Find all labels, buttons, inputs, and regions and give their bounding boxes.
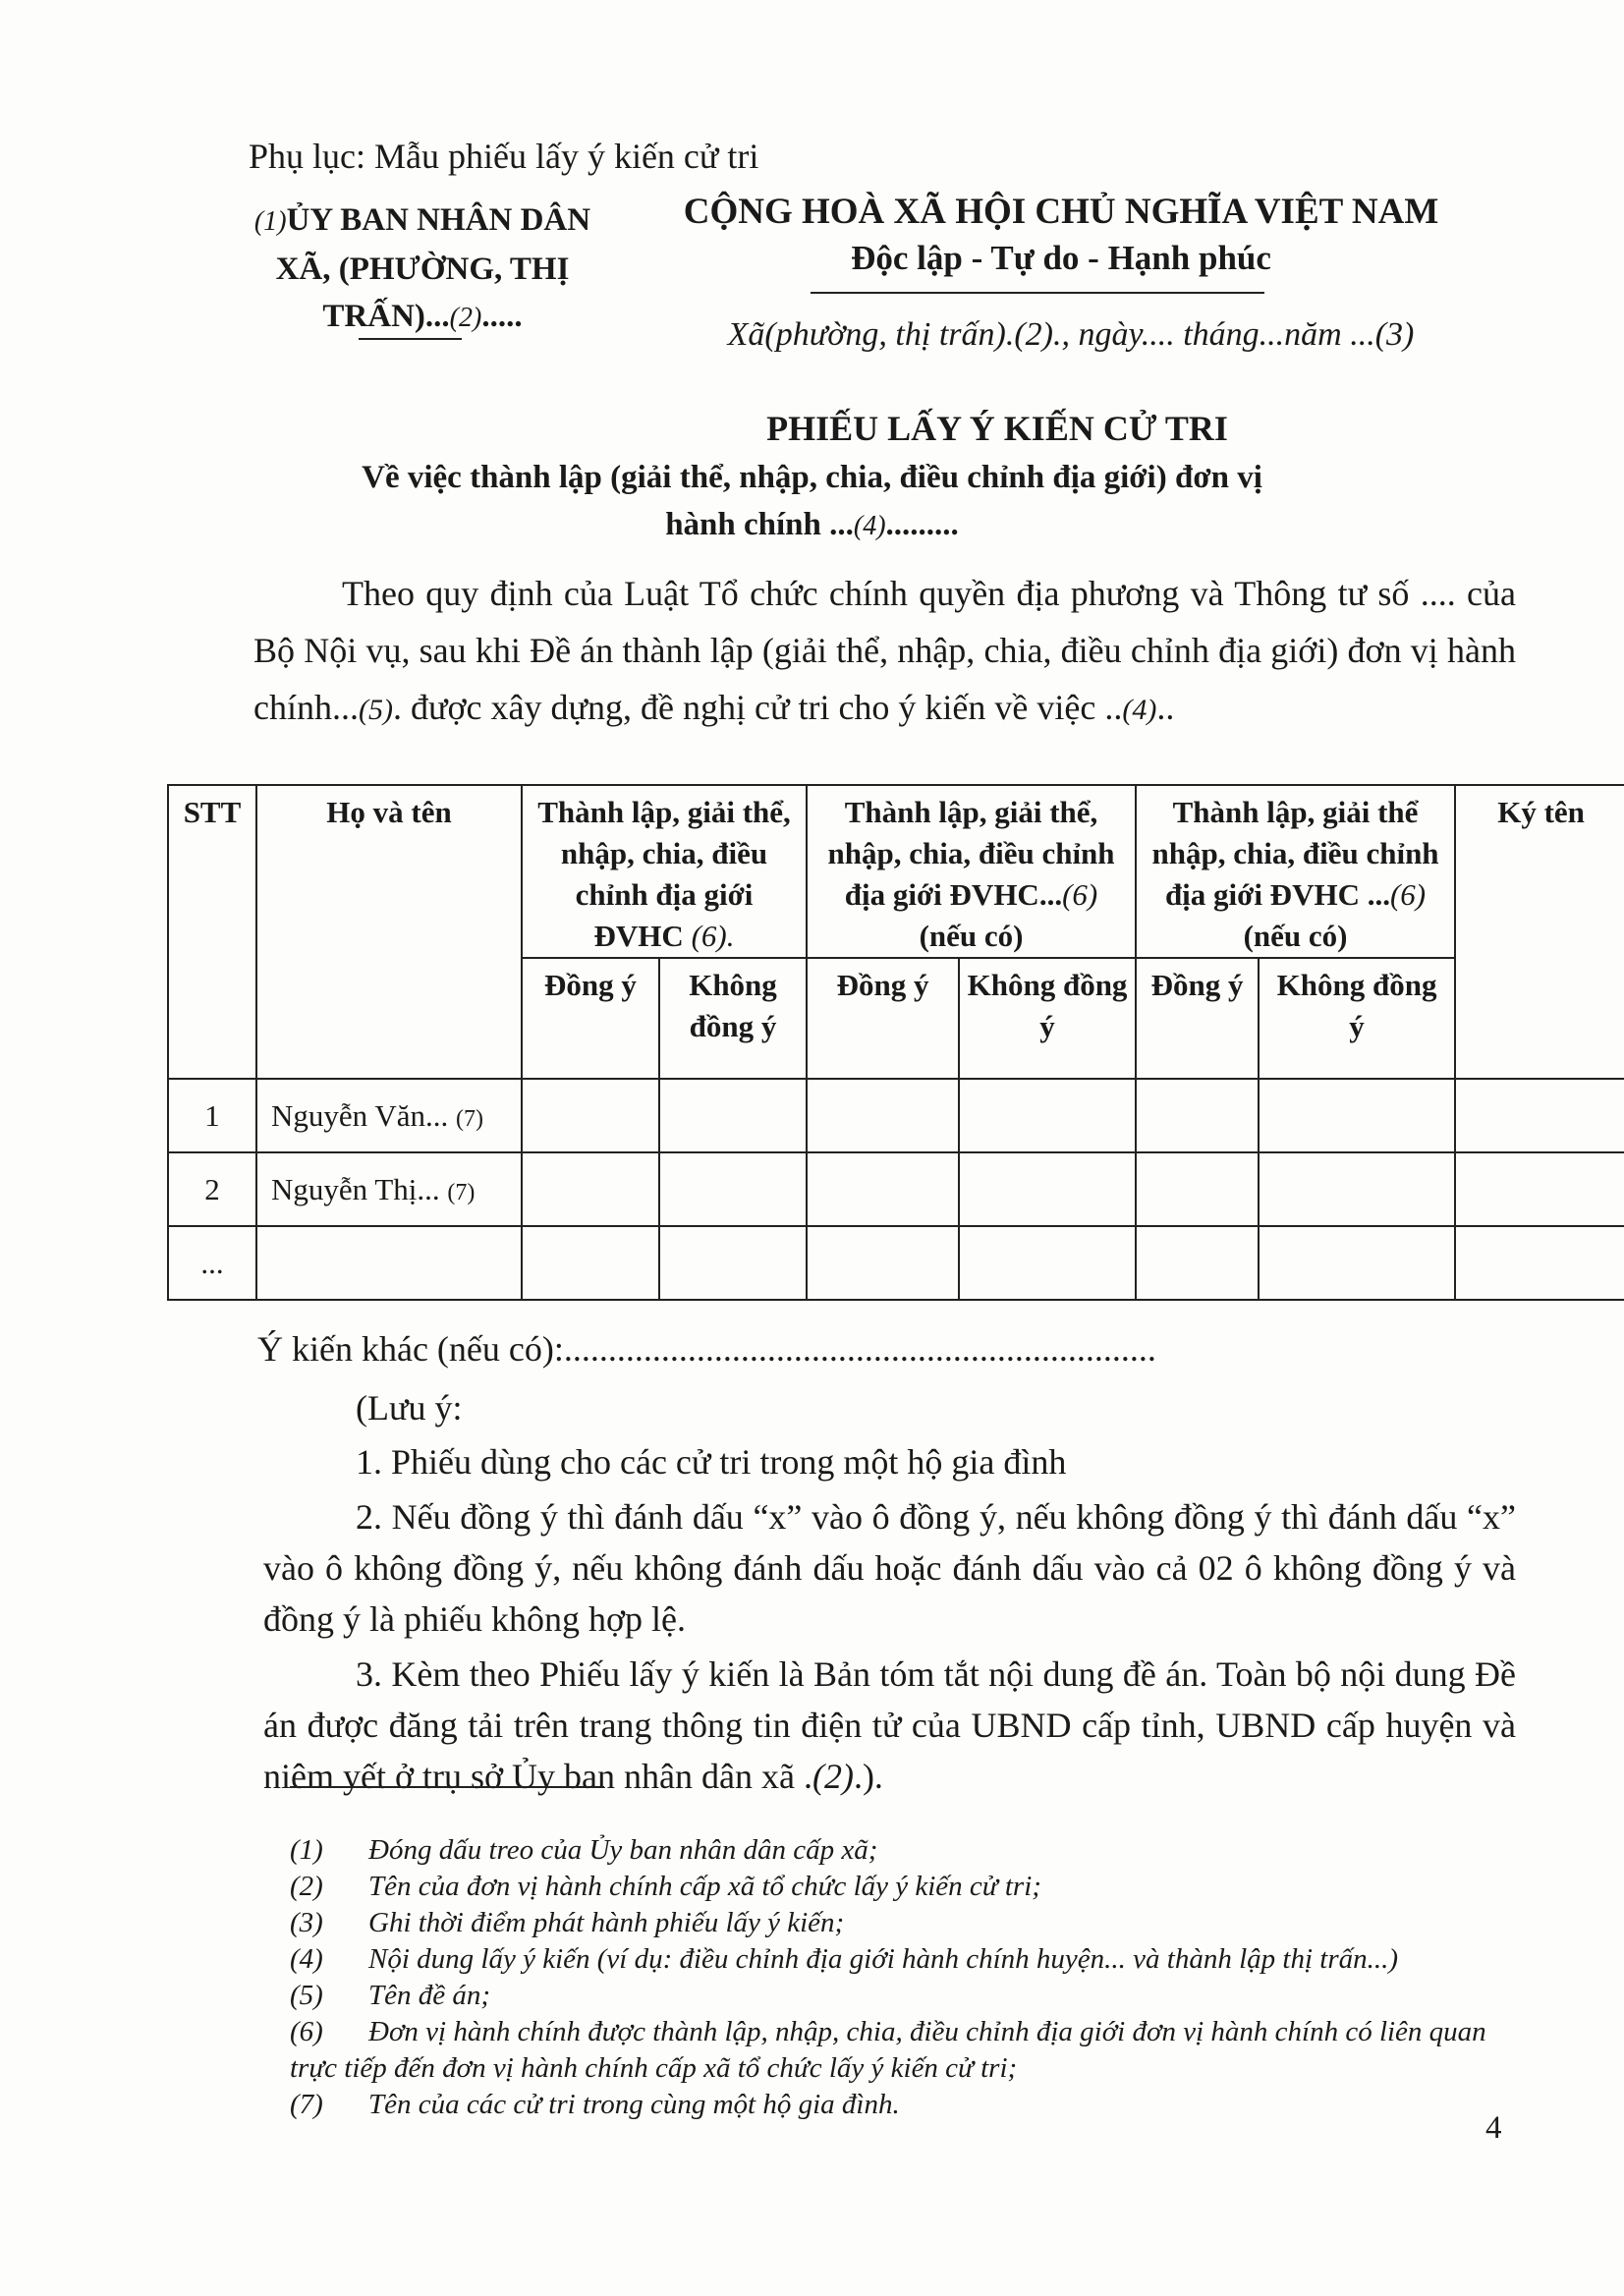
checkbox-cell[interactable] bbox=[659, 1152, 807, 1226]
checkbox-cell[interactable] bbox=[1136, 1079, 1259, 1152]
page-number: 4 bbox=[1485, 2110, 1502, 2146]
footnote-text: Đóng dấu treo của Ủy ban nhân dân cấp xã; bbox=[368, 1834, 878, 1866]
header-agree-3: Đồng ý bbox=[1136, 958, 1259, 1079]
footnote-item bbox=[290, 1905, 1528, 1941]
footnote-item bbox=[290, 2087, 1528, 2123]
footnote-text: Đơn vị hành chính được thành lập, nhập, chia, điều chỉnh địa giới đơn vị hành chính có liên quan trực tiếp đến đơn vị hành chính cấp xã tổ chức lấy ý kiến cử tri; bbox=[290, 2016, 1486, 2084]
footnote-text: Tên đề án; bbox=[368, 1980, 491, 2011]
footnote-text: Nội dung lấy ý kiến (ví dụ: điều chỉnh địa giới hành chính huyện... và thành lập thị trấn...) bbox=[368, 1943, 1399, 1975]
signature-cell[interactable] bbox=[1455, 1152, 1624, 1226]
note-3-text: 3. Kèm theo Phiếu lấy ý kiến là Bản tóm tắt nội dung đề án. Toàn bộ nội dung Đề án được đăng tải trên trang thông tin điện tử của UBND cấp tỉnh, UBND cấp huyện và niêm yết ở trụ sở Ủy ban nhân dân xã . bbox=[263, 1654, 1516, 1796]
header-group-2-text: Thành lập, giải thể, nhập, chia, điều chỉnh địa giới ĐVHC... bbox=[827, 795, 1115, 912]
checkbox-cell[interactable] bbox=[807, 1152, 959, 1226]
intro-text-a: Theo quy định của Luật Tổ chức chính quyền địa phương và Thông tư số .... của Bộ Nội vụ, sau khi Đề án thành lập (giải thể, nhập, chia, điều chỉnh địa giới) đơn vị hành chính... bbox=[253, 574, 1516, 727]
checkbox-cell[interactable] bbox=[659, 1079, 807, 1152]
header-disagree-3: Không đồng ý bbox=[1259, 958, 1455, 1079]
note-3-ref: (2) bbox=[812, 1757, 854, 1796]
note-1: 1. Phiếu dùng cho các cử tri trong một hộ gia đình bbox=[356, 1442, 1067, 1482]
checkbox-cell[interactable] bbox=[522, 1079, 659, 1152]
header-group-1-ref: (6). bbox=[691, 919, 735, 953]
row-name bbox=[256, 1152, 522, 1226]
form-subtitle-line-2: hành chính ... bbox=[665, 507, 854, 542]
motto-divider bbox=[811, 292, 1264, 294]
row-name bbox=[256, 1079, 522, 1152]
header-group-1 bbox=[522, 785, 807, 958]
header-group-3-optional: (nếu có) bbox=[1243, 919, 1348, 953]
footnote-item bbox=[290, 1941, 1528, 1978]
footnote-number: (2) bbox=[290, 1871, 323, 1902]
checkbox-cell[interactable] bbox=[959, 1226, 1136, 1300]
form-subtitle-end: ......... bbox=[885, 507, 959, 542]
national-motto: Độc lập - Tự do - Hạnh phúc bbox=[851, 239, 1271, 277]
other-opinion-line[interactable]: Ý kiến khác (nếu có):................................................................... bbox=[257, 1329, 1156, 1369]
footnote-number: (6) bbox=[290, 2016, 323, 2047]
footnote-number: (5) bbox=[290, 1980, 323, 2011]
appendix-title: Phụ lục: Mẫu phiếu lấy ý kiến cử tri bbox=[249, 137, 759, 176]
header-agree-1: Đồng ý bbox=[522, 958, 659, 1079]
header-signature: Ký tên bbox=[1455, 785, 1624, 1079]
footnote-item bbox=[290, 1978, 1528, 2014]
row-name-ref: (7) bbox=[447, 1179, 476, 1205]
footnote-number: (1) bbox=[290, 1834, 323, 1866]
signature-cell[interactable] bbox=[1455, 1079, 1624, 1152]
note-2: 2. Nếu đồng ý thì đánh dấu “x” vào ô đồng ý, nếu không đồng ý thì đánh dấu “x” vào ô không đồng ý, nếu không đánh dấu hoặc đánh dấu vào cả 02 ô không đồng ý và đồng ý là phiếu không hợp lệ. bbox=[263, 1497, 1516, 1639]
checkbox-cell[interactable] bbox=[522, 1226, 659, 1300]
footnote-text: Tên của các cử tri trong cùng một hộ gia đình. bbox=[368, 2089, 900, 2120]
row-stt: ... bbox=[168, 1226, 256, 1300]
footnote-text: Ghi thời điểm phát hành phiếu lấy ý kiến; bbox=[368, 1907, 845, 1938]
header-group-2 bbox=[807, 785, 1136, 958]
header-agree-2: Đồng ý bbox=[807, 958, 959, 1079]
footnote-number: (7) bbox=[290, 2089, 323, 2120]
issuing-organization bbox=[226, 196, 619, 342]
footnote-item bbox=[290, 1832, 1528, 1869]
checkbox-cell[interactable] bbox=[807, 1226, 959, 1300]
notes-heading: (Lưu ý: bbox=[356, 1388, 463, 1428]
header-group-3-ref: (6) bbox=[1389, 877, 1427, 912]
checkbox-cell[interactable] bbox=[959, 1152, 1136, 1226]
intro-paragraph bbox=[253, 565, 1516, 739]
footnote-text: Tên của đơn vị hành chính cấp xã tổ chức lấy ý kiến cử tri; bbox=[368, 1871, 1041, 1902]
table-row bbox=[168, 1226, 1624, 1300]
header-disagree-2: Không đồng ý bbox=[959, 958, 1136, 1079]
notes-list bbox=[263, 1436, 1516, 1806]
header-group-3-text: Thành lập, giải thể nhập, chia, điều chỉnh địa giới ĐVHC ... bbox=[1151, 795, 1439, 912]
footnote-number: (3) bbox=[290, 1907, 323, 1938]
org-footnote-ref-2: (2) bbox=[449, 303, 482, 333]
header-group-3 bbox=[1136, 785, 1455, 958]
org-line-1: ỦY BAN NHÂN DÂN bbox=[286, 202, 591, 238]
checkbox-cell[interactable] bbox=[1136, 1152, 1259, 1226]
note-3-end: .). bbox=[853, 1757, 883, 1796]
form-subtitle-ref: (4) bbox=[853, 511, 886, 541]
form-subtitle-line-1: Về việc thành lập (giải thể, nhập, chia, điều chỉnh địa giới) đơn vị bbox=[362, 460, 1262, 495]
org-divider bbox=[359, 338, 462, 340]
signature-cell[interactable] bbox=[1455, 1226, 1624, 1300]
checkbox-cell[interactable] bbox=[807, 1079, 959, 1152]
footnote-item bbox=[290, 1869, 1528, 1905]
intro-ref-5: (5) bbox=[358, 694, 393, 726]
note-3 bbox=[263, 1649, 1516, 1802]
row-name-text: Nguyễn Thị... bbox=[271, 1171, 440, 1206]
footnotes bbox=[290, 1832, 1528, 2123]
checkbox-cell[interactable] bbox=[522, 1152, 659, 1226]
table-row bbox=[168, 1079, 1624, 1152]
row-name bbox=[256, 1226, 522, 1300]
header-group-2-optional: (nếu có) bbox=[919, 919, 1024, 953]
checkbox-cell[interactable] bbox=[1259, 1079, 1455, 1152]
checkbox-cell[interactable] bbox=[659, 1226, 807, 1300]
table-row bbox=[168, 1152, 1624, 1226]
footnote-item bbox=[290, 2014, 1528, 2087]
checkbox-cell[interactable] bbox=[1259, 1226, 1455, 1300]
row-stt: 1 bbox=[168, 1079, 256, 1152]
header-name: Họ và tên bbox=[256, 785, 522, 1079]
form-title: PHIẾU LẤY Ý KIẾN CỬ TRI bbox=[766, 409, 1228, 448]
row-name-ref: (7) bbox=[455, 1105, 483, 1132]
intro-text-b: . được xây dựng, đề nghị cử tri cho ý kiến về việc .. bbox=[392, 688, 1123, 727]
org-line-2: XÃ, (PHƯỜNG, THỊ bbox=[275, 252, 570, 287]
org-line-3: TRẤN)... bbox=[322, 299, 450, 334]
checkbox-cell[interactable] bbox=[959, 1079, 1136, 1152]
intro-ref-4: (4) bbox=[1122, 694, 1157, 726]
header-group-1-text: Thành lập, giải thể, nhập, chia, điều chỉnh địa giới ĐVHC bbox=[537, 795, 791, 953]
intro-text-c: .. bbox=[1156, 688, 1175, 727]
checkbox-cell[interactable] bbox=[1136, 1226, 1259, 1300]
voter-opinion-table bbox=[167, 784, 1624, 1301]
footnote-number: (4) bbox=[290, 1943, 323, 1975]
form-subtitle bbox=[0, 454, 1624, 550]
header-group-2-ref: (6) bbox=[1062, 877, 1098, 912]
checkbox-cell[interactable] bbox=[1259, 1152, 1455, 1226]
dateline: Xã(phường, thị trấn).(2)., ngày.... tháng...năm ...(3) bbox=[727, 316, 1415, 353]
org-line-3-end: ..... bbox=[481, 299, 523, 334]
header-stt: STT bbox=[168, 785, 256, 1079]
footnote-divider bbox=[290, 1786, 604, 1788]
org-footnote-ref: (1) bbox=[253, 206, 287, 237]
national-title: CỘNG HOÀ XÃ HỘI CHỦ NGHĨA VIỆT NAM bbox=[683, 192, 1439, 232]
header-disagree-1: Không đồng ý bbox=[659, 958, 807, 1079]
row-stt: 2 bbox=[168, 1152, 256, 1226]
row-name-text: Nguyễn Văn... bbox=[271, 1097, 449, 1133]
